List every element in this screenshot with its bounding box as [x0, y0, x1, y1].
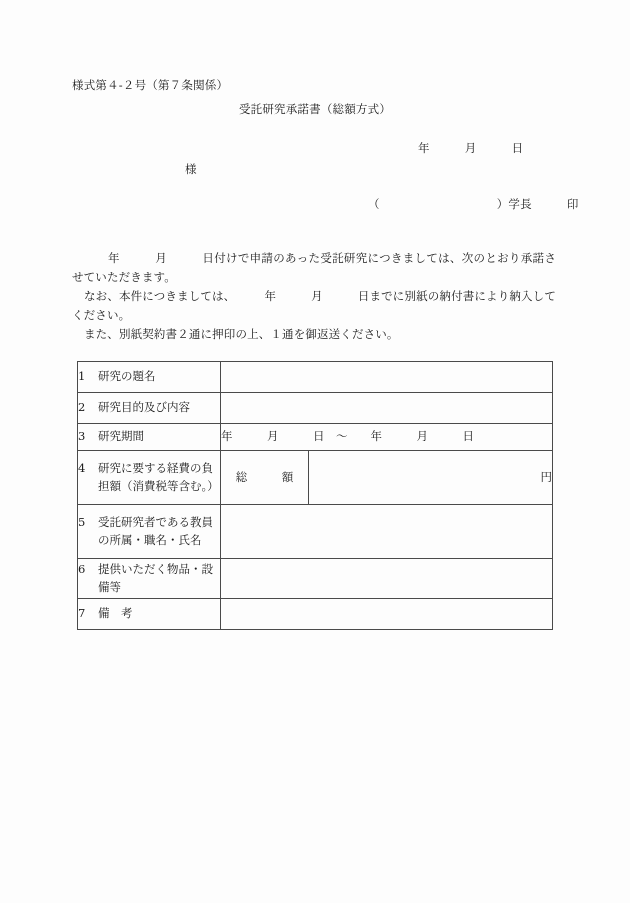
row-value-cell[interactable]	[221, 362, 553, 393]
row-label: 研究期間	[98, 429, 144, 444]
row-label: 提供いただく物品・設備等	[98, 562, 213, 594]
table-row	[78, 599, 553, 630]
row-label-cell	[78, 451, 221, 505]
row-value-cell[interactable]	[221, 559, 553, 599]
row-label: 研究に要する経費の負担額（消費税等含む。）	[98, 461, 219, 493]
body-paragraph-1: 年 月 日付けで申請のあった受託研究につきましては、次のとおり承諾させていただきます。	[72, 251, 556, 284]
row-value-cell[interactable]	[221, 599, 553, 630]
row-number: 3	[78, 429, 86, 444]
row-number: 2	[78, 400, 86, 415]
row-number: 1	[78, 369, 86, 384]
body-paragraph-2: なお、本件につきましては、 年 月 日までに別紙の納付書により納入してください。	[72, 289, 556, 322]
row-value-cell[interactable]	[221, 505, 553, 559]
row-label-cell	[78, 559, 221, 599]
page-title: 受託研究承諾書（総額方式）	[238, 102, 392, 116]
row-number: 6	[78, 562, 86, 577]
table-row	[78, 451, 553, 505]
row-number: 7	[78, 606, 86, 621]
row-number: 5	[78, 515, 86, 530]
row-label-cell	[78, 393, 221, 424]
research-details-table	[77, 361, 553, 630]
row-label: 研究目的及び内容	[98, 400, 190, 415]
currency-unit: 円	[540, 469, 552, 484]
row-number: 4	[78, 461, 86, 476]
table-row	[78, 424, 553, 451]
row-label-cell	[78, 362, 221, 393]
row-label-cell	[78, 599, 221, 630]
table-row	[78, 362, 553, 393]
total-amount-sublabel: 総 額	[221, 451, 309, 505]
row-label: 受託研究者である教員の所属・職名・氏名	[98, 515, 213, 547]
table-row	[78, 393, 553, 424]
row-label: 備 考	[98, 606, 133, 621]
total-amount-value-cell[interactable]	[309, 451, 553, 505]
row-label-cell	[78, 505, 221, 559]
row-label-cell	[78, 424, 221, 451]
issue-date-line: 年 月 日	[418, 141, 524, 155]
addressee-label: 様	[185, 162, 197, 176]
row-label: 研究の題名	[98, 369, 156, 384]
table-row	[78, 559, 553, 599]
form-number: 様式第４‐２号（第７条関係）	[72, 78, 229, 92]
row-value-cell[interactable]	[221, 393, 553, 424]
research-period-value[interactable]: 年 月 日 〜 年 月 日	[221, 424, 553, 451]
table-row	[78, 505, 553, 559]
body-paragraph-3: また、別紙契約書２通に押印の上、１通を御返送ください。	[84, 327, 399, 341]
signatory-line: （ ）学長 印	[368, 197, 579, 211]
